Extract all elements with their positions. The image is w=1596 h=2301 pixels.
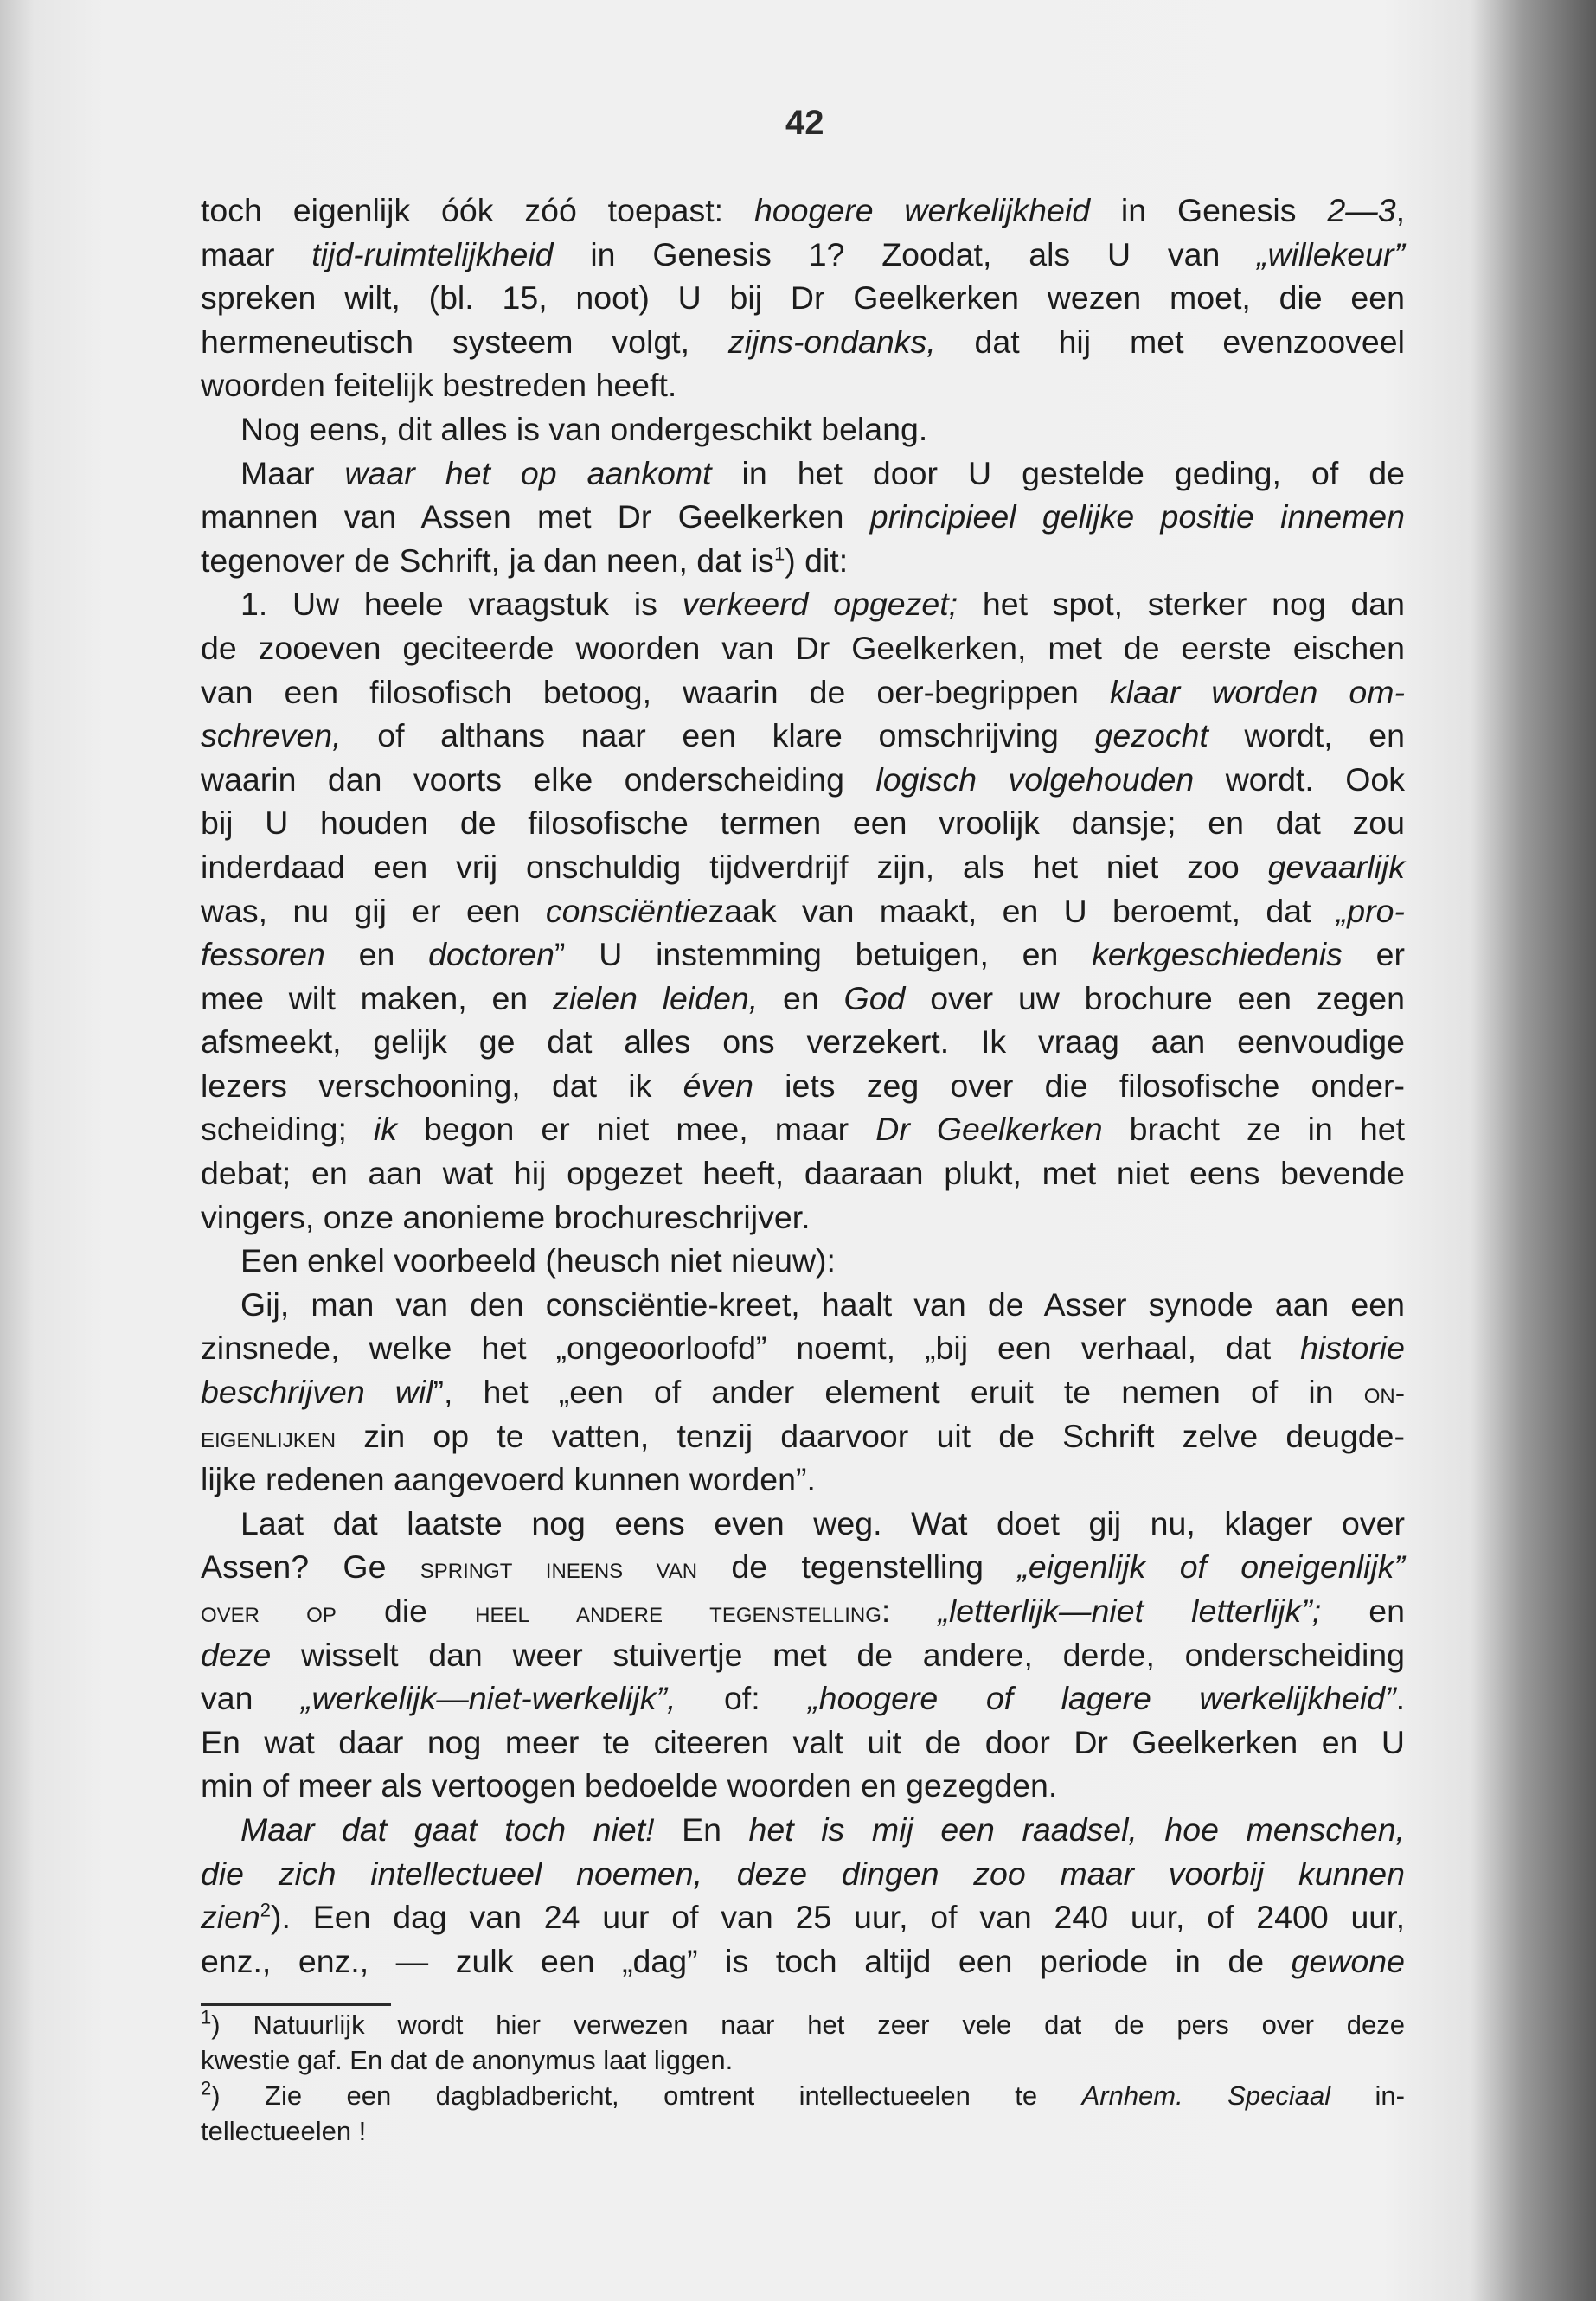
text-line bbox=[201, 889, 1405, 933]
text-segment: in Genesis bbox=[1090, 192, 1328, 228]
text-line bbox=[201, 1852, 1405, 1896]
italic-text: „werkelijk—niet-werkelijk”, bbox=[301, 1680, 676, 1717]
italic-text: „letterlijk—niet letterlijk”; bbox=[938, 1593, 1322, 1629]
text-line bbox=[201, 1326, 1405, 1370]
italic-text: gezocht bbox=[1094, 717, 1208, 754]
text-segment: zaak van maakt, en U beroemt, dat bbox=[708, 892, 1336, 929]
text-segment: of: bbox=[676, 1680, 809, 1717]
text-segment: bracht ze in het bbox=[1102, 1111, 1405, 1148]
italic-text: „willekeur” bbox=[1257, 235, 1405, 272]
small-caps-text: springt ineens van bbox=[420, 1552, 698, 1586]
text-segment: en bbox=[1321, 1593, 1406, 1629]
footnote-marker: 2 bbox=[260, 1899, 272, 1921]
text-line bbox=[201, 1195, 1405, 1240]
text-segment: in Genesis 1? Zoodat, als U van bbox=[553, 235, 1258, 272]
text-segment: , bbox=[1395, 192, 1405, 228]
text-line bbox=[201, 1107, 1405, 1151]
text-segment: zin op te vatten, tenzij daarvoor uit de Schrift zelve deugde- bbox=[336, 1417, 1405, 1454]
text-segment: Gij, man van den consciëntie-kreet, haalt van de Asser synode aan een bbox=[240, 1285, 1405, 1323]
text-segment: iets zeg over die filosofische onder- bbox=[753, 1067, 1405, 1104]
text-line bbox=[201, 1064, 1405, 1108]
text-segment: lijke redenen aangevoerd kunnen worden”. bbox=[201, 1461, 816, 1498]
text-line bbox=[201, 2113, 1405, 2149]
italic-text: „eigenlijk of oneigenlijk” bbox=[1017, 1548, 1405, 1586]
text-segment: was, nu gij er een bbox=[201, 892, 546, 929]
text-segment: en bbox=[758, 979, 844, 1016]
text-segment: En wat daar nog meer te citeeren valt uit de door Dr Geelkerken en U bbox=[201, 1723, 1405, 1760]
text-segment: kwestie gaf. En dat de anonymus laat liggen. bbox=[201, 2045, 734, 2075]
text-segment: debat; en aan wat hij opgezet heeft, daaraan plukt, met niet eens bevende bbox=[201, 1155, 1405, 1192]
text-line bbox=[201, 1895, 1405, 1939]
text-segment: wisselt dan weer stuivertje met de andere, derde, onderscheiding bbox=[271, 1636, 1405, 1673]
text-segment: of althans naar een klare omschrijving bbox=[341, 717, 1095, 754]
text-line bbox=[201, 2078, 1405, 2113]
italic-text: klaar worden om- bbox=[1109, 673, 1405, 710]
italic-text: schreven, bbox=[201, 717, 342, 754]
italic-text: Dr Geelkerken bbox=[875, 1111, 1103, 1148]
text-segment: enz., enz., — zulk een „dag” is toch altijd een periode in de bbox=[201, 1942, 1292, 1979]
text-segment: begon er niet mee, maar bbox=[397, 1111, 876, 1148]
italic-text: historie bbox=[1300, 1330, 1405, 1367]
text-line bbox=[201, 320, 1405, 364]
page-number: 42 bbox=[785, 104, 824, 142]
text-segment: tellectueelen ! bbox=[201, 2116, 367, 2146]
italic-text: verkeerd opgezet; bbox=[682, 586, 958, 623]
text-line bbox=[201, 233, 1405, 277]
text-segment: Een enkel voorbeeld (heusch niet nieuw): bbox=[240, 1242, 836, 1279]
italic-text: „hoogere of lagere werkelijkheid” bbox=[808, 1680, 1396, 1717]
italic-text: doctoren bbox=[428, 936, 555, 973]
text-segment: ) dit: bbox=[785, 542, 849, 579]
italic-text: tijd-ruimtelijkheid bbox=[311, 235, 554, 272]
text-segment: wordt, en bbox=[1208, 717, 1405, 754]
text-segment: ). Een dag van 24 uur of van 25 uur, of van 240 uur, of 2400 uur, bbox=[271, 1899, 1405, 1936]
text-segment: dat hij met evenzooveel bbox=[935, 323, 1405, 360]
text-line bbox=[201, 977, 1405, 1021]
italic-text: 2—3 bbox=[1327, 192, 1396, 228]
text-segment: . bbox=[1395, 1680, 1405, 1717]
footnote-marker: 1 bbox=[773, 542, 785, 565]
text-line bbox=[201, 582, 1405, 626]
italic-text: zijns-ondanks, bbox=[727, 323, 936, 360]
text-line bbox=[201, 1151, 1405, 1195]
italic-text: principieel gelijke positie innemen bbox=[869, 498, 1406, 535]
small-caps-text: eigenlijken bbox=[201, 1420, 337, 1454]
text-segment: wordt. Ook bbox=[1194, 760, 1406, 798]
text-line bbox=[201, 189, 1405, 233]
italic-text: logisch volgehouden bbox=[875, 760, 1195, 798]
text-segment: min of meer als vertoogen bedoelde woorden en gezegden. bbox=[201, 1767, 1058, 1804]
italic-text: waar het op aankomt bbox=[344, 454, 712, 491]
footnote-divider bbox=[201, 2003, 391, 2006]
text-segment: waarin dan voorts elke onderscheiding bbox=[201, 760, 876, 798]
text-line bbox=[201, 933, 1405, 977]
text-line bbox=[201, 1633, 1405, 1677]
text-segment: het spot, sterker nog dan bbox=[958, 586, 1406, 623]
text-line bbox=[201, 539, 1405, 583]
text-line bbox=[201, 495, 1405, 539]
text-segment: maar bbox=[201, 235, 312, 272]
small-caps-text: over op bbox=[201, 1596, 337, 1629]
text-segment: hermeneutisch systeem volgt, bbox=[201, 323, 728, 360]
italic-text: beschrijven wil bbox=[201, 1374, 433, 1411]
text-segment: bij U houden de filosofische termen een vroolijk dansje; en dat zou bbox=[201, 804, 1405, 842]
text-line bbox=[201, 276, 1405, 320]
text-segment: Laat dat laatste nog eens even weg. Wat doet gij nu, klager over bbox=[240, 1504, 1405, 1541]
text-line bbox=[201, 1458, 1405, 1502]
text-segment: ) Zie een dagbladbericht, omtrent intellectueelen te bbox=[211, 2080, 1082, 2111]
body-text bbox=[201, 189, 1405, 1983]
text-segment: over uw brochure een zegen bbox=[905, 979, 1405, 1016]
text-segment: lezers verschooning, dat ik bbox=[201, 1067, 683, 1104]
text-segment: ”, het „een of ander element eruit te nemen of in bbox=[433, 1374, 1364, 1411]
text-line bbox=[201, 363, 1405, 407]
text-segment: die bbox=[336, 1593, 476, 1629]
text-segment: ) Natuurlijk wordt hier verwezen naar het zeer vele dat de pers over deze bbox=[211, 2009, 1405, 2040]
text-segment: 1. Uw heele vraagstuk is bbox=[240, 586, 683, 623]
text-line bbox=[201, 1808, 1405, 1852]
text-line bbox=[201, 1370, 1405, 1414]
italic-text: God bbox=[843, 979, 906, 1016]
text-segment: in het door U gestelde geding, of de bbox=[711, 454, 1405, 491]
text-line bbox=[201, 1764, 1405, 1808]
text-line bbox=[201, 407, 1405, 452]
text-segment: de tegenstelling bbox=[697, 1548, 1018, 1586]
text-segment: tegenover de Schrift, ja dan neen, dat is bbox=[201, 542, 774, 579]
italic-text: het is mij een raadsel, hoe menschen, bbox=[748, 1811, 1405, 1848]
italic-text: kerkgeschiedenis bbox=[1092, 936, 1343, 973]
text-segment: scheiding; bbox=[201, 1111, 374, 1148]
text-segment: Maar bbox=[240, 454, 345, 491]
text-line bbox=[201, 2007, 1405, 2042]
text-line bbox=[201, 2042, 1405, 2078]
text-line bbox=[201, 1939, 1405, 1984]
footnote bbox=[201, 2007, 1405, 2078]
footnote-marker: 1 bbox=[201, 2006, 212, 2029]
italic-text: fessoren bbox=[201, 936, 325, 973]
text-line bbox=[201, 1414, 1405, 1458]
text-segment: in- bbox=[1330, 2080, 1405, 2111]
text-line bbox=[201, 1283, 1405, 1327]
text-line bbox=[201, 1239, 1405, 1283]
text-line bbox=[201, 801, 1405, 845]
text-segment: afsmeekt, gelijk ge dat alles ons verzekert. Ik vraag aan eenvoudige bbox=[201, 1023, 1405, 1061]
text-segment: mannen van Assen met Dr Geelkerken bbox=[201, 498, 870, 535]
italic-text: die zich intellectueel noemen, deze dingen zoo maar voorbij kunnen bbox=[201, 1855, 1405, 1892]
text-line bbox=[201, 1676, 1405, 1721]
text-segment: van bbox=[201, 1680, 301, 1717]
text-line bbox=[201, 626, 1405, 670]
italic-text: éven bbox=[683, 1067, 753, 1104]
text-segment: de zooeven geciteerde woorden van Dr Geelkerken, met de eerste eischen bbox=[201, 629, 1405, 666]
italic-text: gewone bbox=[1291, 1942, 1405, 1979]
text-line bbox=[201, 670, 1405, 715]
footnotes bbox=[201, 2007, 1405, 2149]
text-line bbox=[201, 1502, 1405, 1546]
text-segment: zinsnede, welke het „ongeoorloofd” noemt, „bij een verhaal, dat bbox=[201, 1330, 1301, 1367]
footnote bbox=[201, 2078, 1405, 2149]
italic-text: „pro- bbox=[1336, 892, 1405, 929]
text-segment: woorden feitelijk bestreden heeft. bbox=[201, 367, 677, 404]
text-segment: ” U instemming betuigen, en bbox=[554, 936, 1093, 973]
text-line bbox=[201, 845, 1405, 889]
text-segment: spreken wilt, (bl. 15, noot) U bij Dr Geelkerken wezen moet, die een bbox=[201, 279, 1405, 317]
text-line bbox=[201, 1545, 1405, 1589]
text-segment: vingers, onze anonieme brochureschrijver. bbox=[201, 1198, 811, 1235]
italic-text: ik bbox=[373, 1111, 398, 1148]
italic-text: hoogere werkelijkheid bbox=[753, 192, 1091, 228]
text-segment: inderdaad een vrij onschuldig tijdverdrijf zijn, als het niet zoo bbox=[201, 848, 1268, 885]
text-segment: mee wilt maken, en bbox=[201, 979, 553, 1016]
footnote-marker: 2 bbox=[201, 2077, 212, 2099]
text-segment: En bbox=[654, 1811, 749, 1848]
text-segment: : bbox=[881, 1593, 939, 1629]
text-segment: van een filosofisch betoog, waarin de oer-begrippen bbox=[201, 673, 1110, 710]
text-line bbox=[201, 1020, 1405, 1064]
text-line bbox=[201, 758, 1405, 802]
italic-text: Arnhem. Speciaal bbox=[1081, 2080, 1331, 2111]
italic-text: deze bbox=[201, 1636, 272, 1673]
italic-text: zien bbox=[201, 1899, 260, 1936]
text-line bbox=[201, 714, 1405, 758]
italic-text: zielen leiden, bbox=[552, 979, 759, 1016]
italic-text: gevaarlijk bbox=[1267, 848, 1405, 885]
text-segment: en bbox=[324, 936, 429, 973]
italic-text: Maar dat gaat toch niet! bbox=[240, 1811, 655, 1848]
text-segment: er bbox=[1342, 936, 1405, 973]
text-segment: toch eigenlijk óók zóó toepast: bbox=[201, 192, 754, 228]
text-line bbox=[201, 452, 1405, 496]
text-line bbox=[201, 1721, 1405, 1765]
text-segment: Nog eens, dit alles is van ondergeschikt belang. bbox=[240, 410, 928, 447]
small-caps-text: heel andere tegenstelling bbox=[475, 1596, 881, 1629]
text-segment: Assen? Ge bbox=[201, 1548, 420, 1586]
small-caps-text: on- bbox=[1363, 1377, 1406, 1411]
italic-text: consciëntie bbox=[545, 892, 708, 929]
text-line bbox=[201, 1589, 1405, 1633]
